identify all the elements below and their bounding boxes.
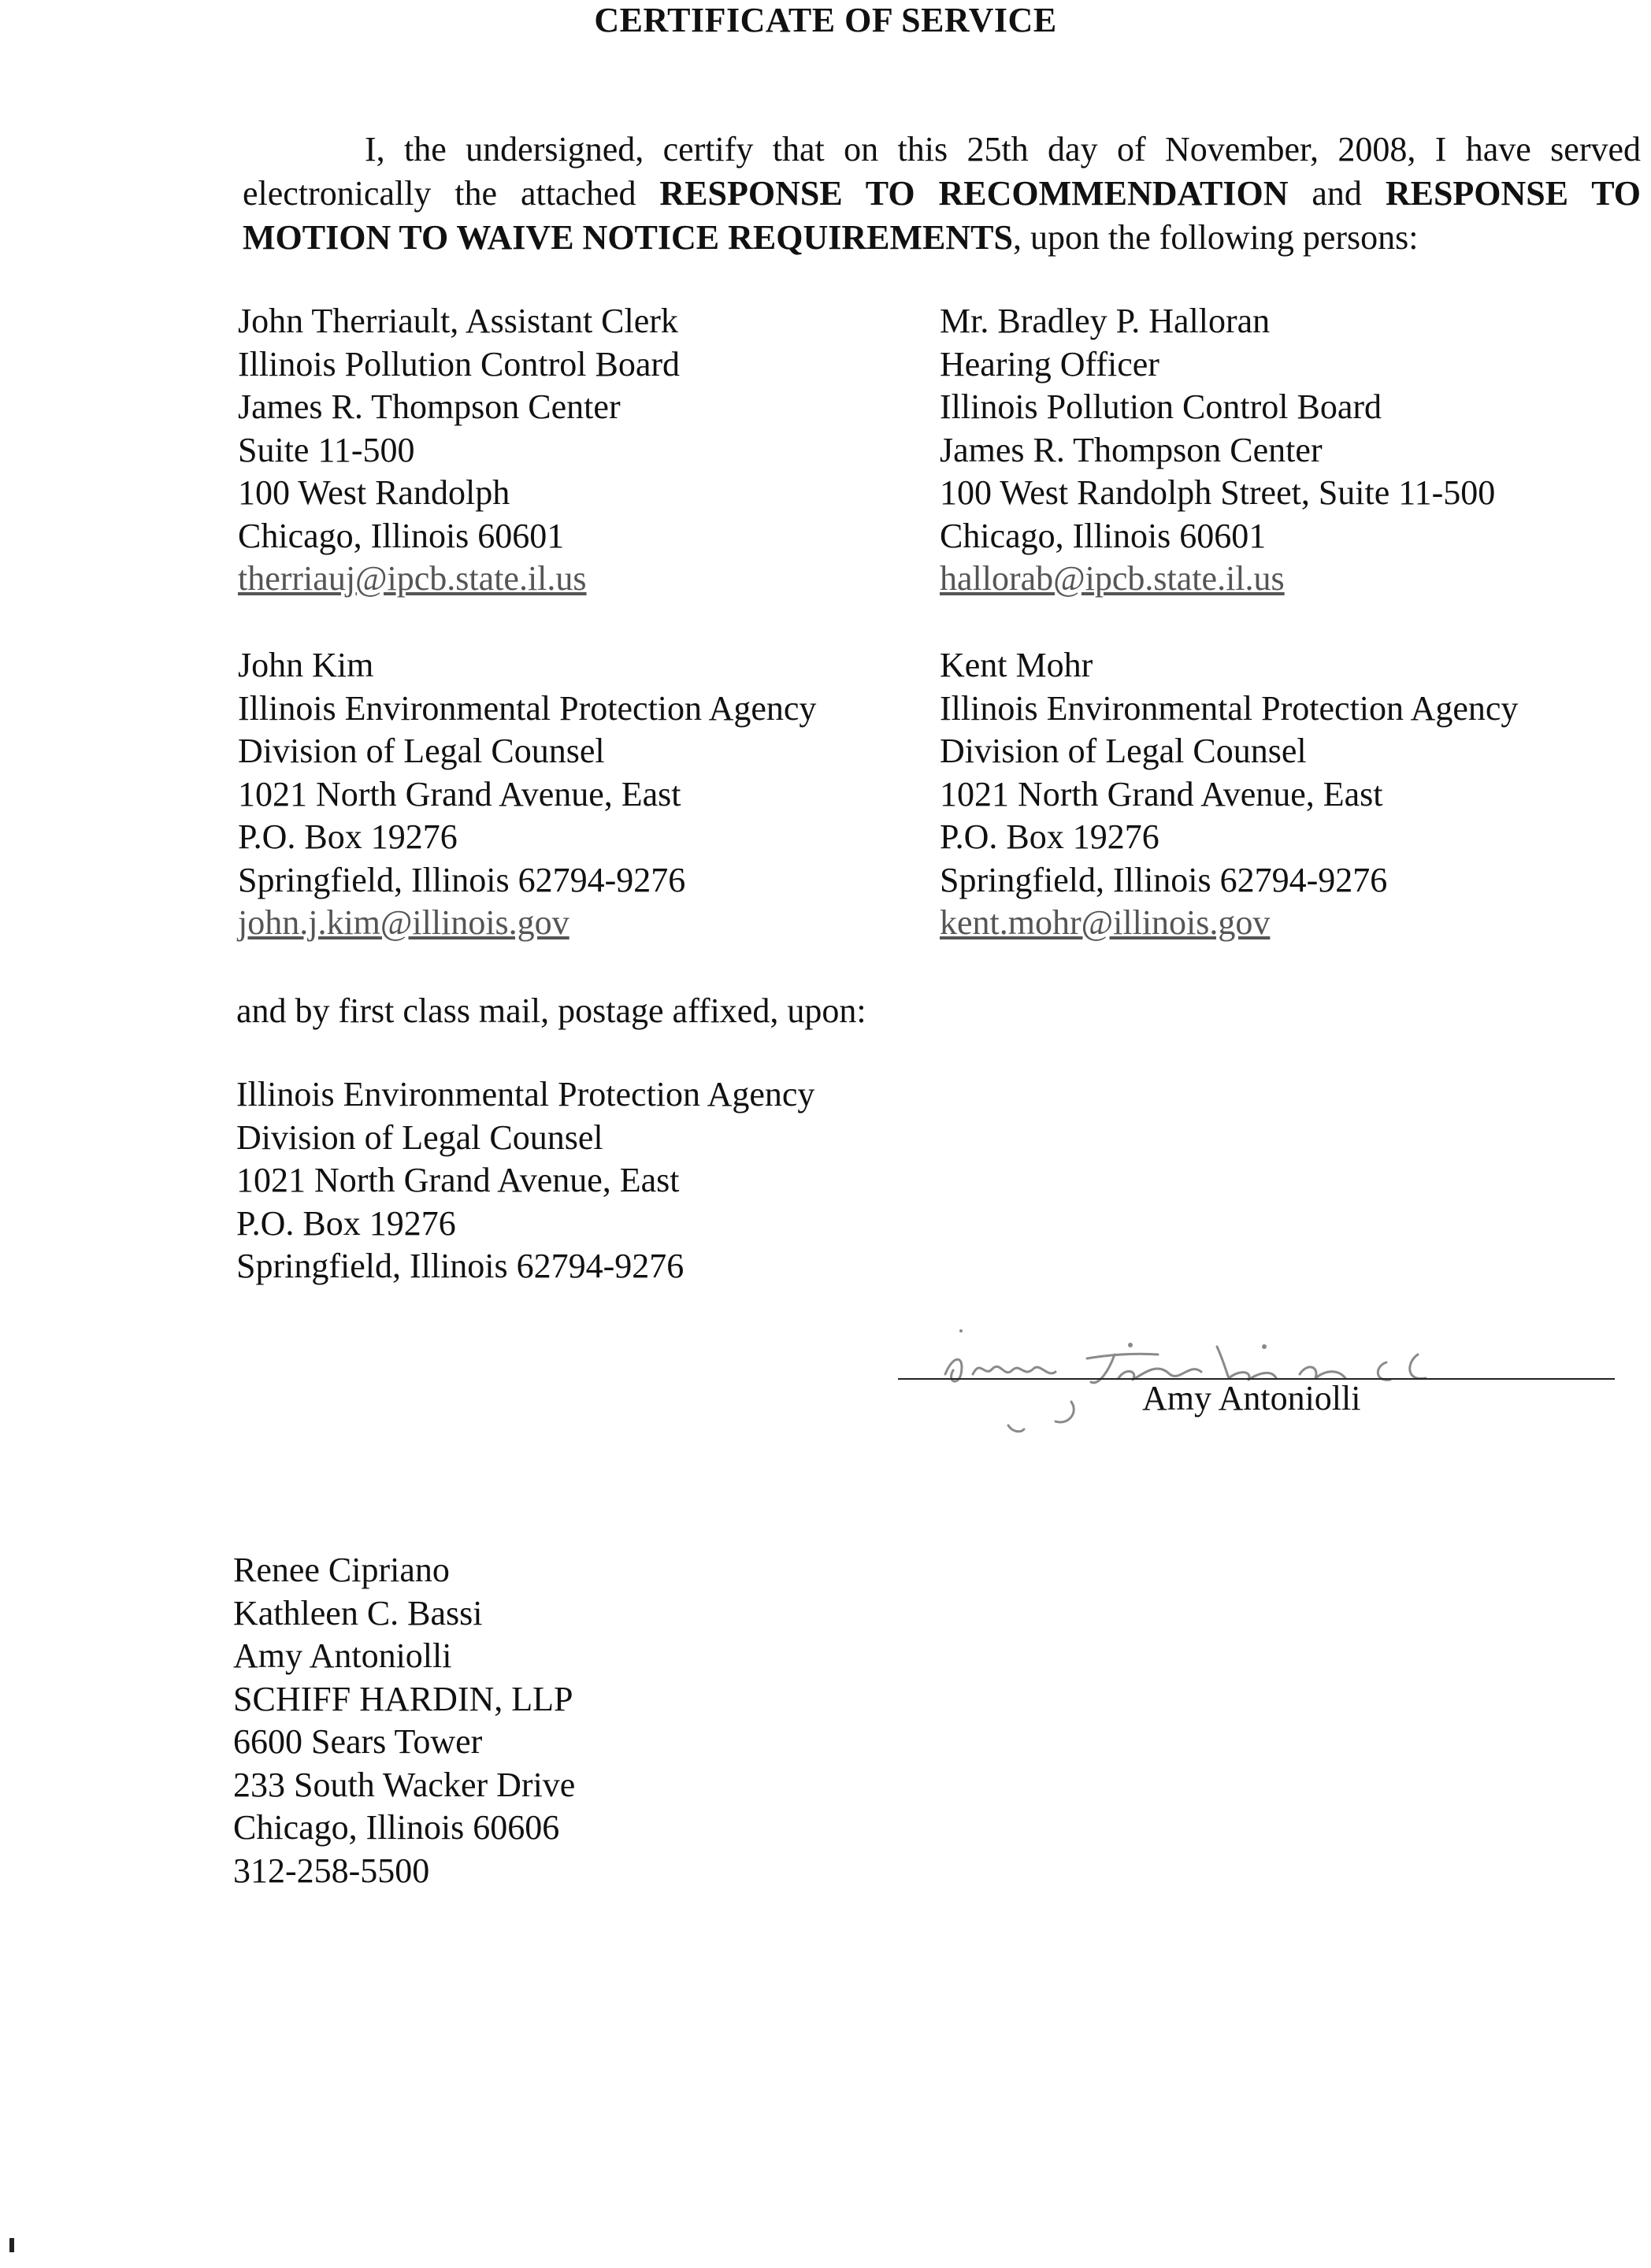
- address-line: Illinois Pollution Control Board: [238, 344, 681, 384]
- address-line: John Kim: [238, 646, 374, 684]
- recipient-block-therriault: [238, 300, 680, 601]
- address-line: 100 West Randolph: [238, 473, 510, 512]
- intro-document-1: RESPONSE TO RECOMMENDATION: [659, 174, 1289, 213]
- email-link[interactable]: john.j.kim@illinois.gov: [238, 903, 570, 942]
- signature-area: [898, 1299, 1623, 1457]
- recipient-block-halloran: [940, 300, 1495, 601]
- counsel-line: 233 South Wacker Drive: [233, 1765, 576, 1804]
- handwritten-signature: [929, 1299, 1560, 1441]
- address-line: James R. Thompson Center: [940, 430, 1323, 469]
- intro-text-2: and: [1288, 174, 1386, 213]
- address-line: P.O. Box 19276: [238, 817, 458, 856]
- recipient-block-kim: [238, 644, 816, 945]
- counsel-line: Amy Antoniolli: [233, 1636, 452, 1675]
- address-line: Springfield, Illinois 62794-9276: [236, 1247, 685, 1285]
- address-line: 1021 North Grand Avenue, East: [940, 774, 1383, 813]
- address-line: Hearing Officer: [940, 344, 1159, 384]
- address-line: Division of Legal Counsel: [238, 732, 605, 770]
- address-line: P.O. Box 19276: [940, 817, 1159, 856]
- address-line: Kent Mohr: [940, 646, 1093, 684]
- address-line: Chicago, Illinois 60601: [238, 516, 565, 555]
- mail-recipient-block: [236, 1073, 814, 1288]
- counsel-line: 312-258-5500: [233, 1851, 430, 1890]
- signatory-name: Amy Antoniolli: [1142, 1379, 1361, 1418]
- counsel-line: Kathleen C. Bassi: [233, 1593, 483, 1632]
- address-line: John Therriault, Assistant Clerk: [238, 302, 678, 340]
- counsel-line: Renee Cipriano: [233, 1551, 450, 1589]
- counsel-line: SCHIFF HARDIN, LLP: [233, 1679, 573, 1718]
- address-line: Illinois Environmental Protection Agency: [236, 1075, 815, 1114]
- address-line: 1021 North Grand Avenue, East: [236, 1161, 680, 1199]
- address-line: Springfield, Illinois 62794-9276: [238, 860, 686, 899]
- address-line: James R. Thompson Center: [238, 387, 621, 426]
- email-link[interactable]: hallorab@ipcb.state.il.us: [940, 559, 1285, 598]
- address-line: Illinois Environmental Protection Agency: [940, 688, 1519, 728]
- scan-mark: [9, 2238, 14, 2252]
- address-line: 100 West Randolph Street, Suite 11-500: [940, 473, 1496, 512]
- intro-document-2: RESPONSE TO MOTION TO WAIVE NOTICE REQUIREMENTS: [243, 174, 1641, 257]
- recipient-block-mohr: [940, 644, 1518, 945]
- address-line: Mr. Bradley P. Halloran: [940, 302, 1271, 340]
- email-link[interactable]: therriauj@ipcb.state.il.us: [238, 559, 587, 598]
- address-line: 1021 North Grand Avenue, East: [238, 774, 681, 813]
- intro-text-3: , upon the following persons:: [1013, 218, 1419, 257]
- intro-text-1: I, the undersigned, certify that on this 25th day of November, 2008, I have served electronically the attached: [243, 130, 1641, 213]
- email-link[interactable]: kent.mohr@illinois.gov: [940, 903, 1271, 942]
- address-line: Illinois Pollution Control Board: [940, 387, 1382, 426]
- address-line: Illinois Environmental Protection Agency: [238, 688, 817, 728]
- intro-paragraph: [243, 128, 1641, 260]
- address-line: Division of Legal Counsel: [940, 732, 1307, 770]
- address-line: Suite 11-500: [238, 430, 415, 469]
- address-line: P.O. Box 19276: [236, 1203, 456, 1243]
- counsel-line: Chicago, Illinois 60606: [233, 1808, 560, 1847]
- mail-service-intro: and by first class mail, postage affixed, upon:: [236, 991, 866, 1030]
- counsel-line: 6600 Sears Tower: [233, 1722, 483, 1761]
- address-line: Chicago, Illinois 60601: [940, 516, 1267, 555]
- address-line: Division of Legal Counsel: [236, 1117, 603, 1157]
- page-title: CERTIFICATE OF SERVICE: [594, 1, 1057, 39]
- counsel-block: [233, 1549, 575, 1892]
- address-line: Springfield, Illinois 62794-9276: [940, 860, 1388, 899]
